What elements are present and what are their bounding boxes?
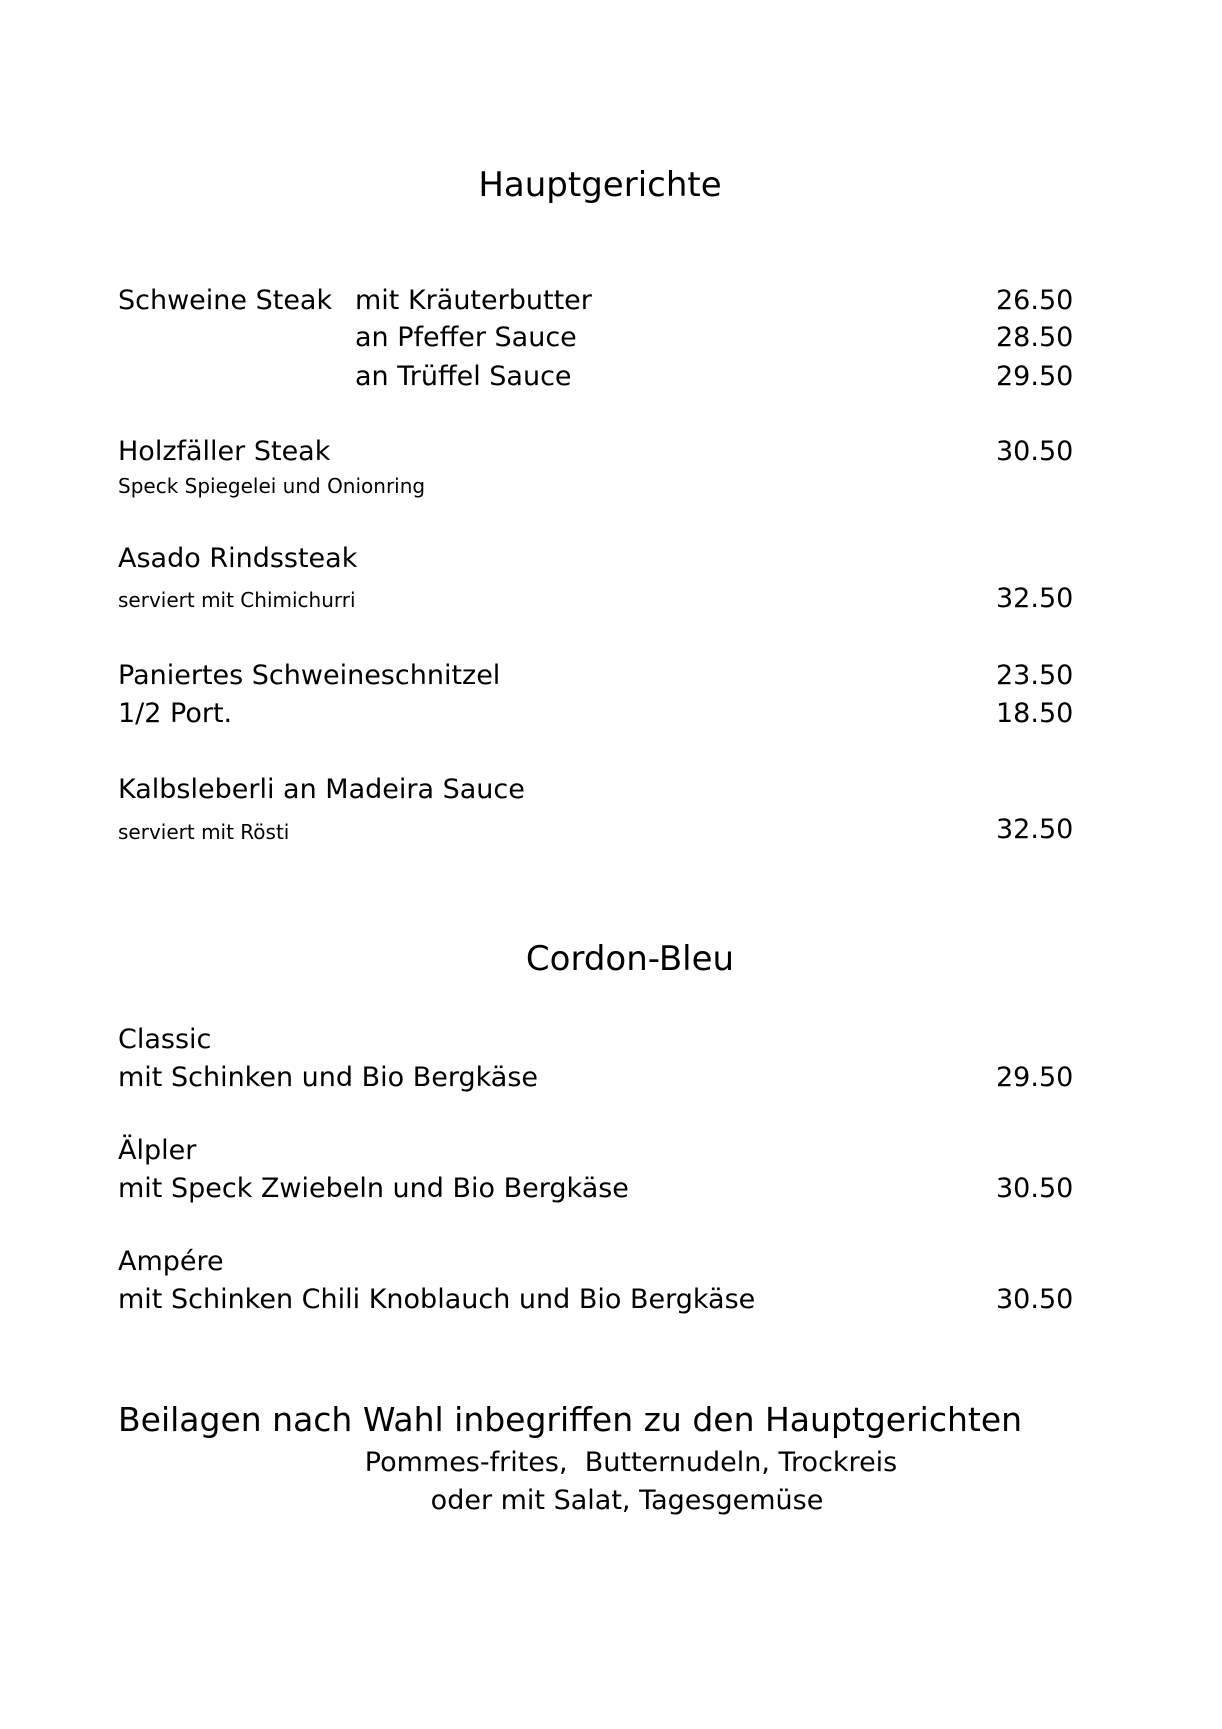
dish-price: 30.50 [996,436,1074,467]
dish-price: 23.50 [996,660,1074,691]
dish-description: Speck Spiegelei und Onionring [118,474,426,498]
dish-name-aelpler: Älpler [118,1135,197,1166]
dish-description: mit Speck Zwiebeln und Bio Bergkäse [118,1173,629,1204]
dish-price: 32.50 [996,814,1074,845]
dish-name-classic: Classic [118,1024,212,1055]
dish-description: serviert mit Rösti [118,820,290,844]
dish-price: 30.50 [996,1284,1074,1315]
dish-name-schweineschnitzel: Paniertes Schweineschnitzel [118,660,501,691]
option-label: an Pfeffer Sauce [355,322,577,353]
sides-line-2: oder mit Salat, Tagesgemüse [430,1485,824,1516]
option-label: an Trüffel Sauce [355,361,572,392]
dish-name-schweine-steak: Schweine Steak [118,285,333,316]
section-title-cordon-bleu: Cordon-Bleu [525,939,735,979]
dish-name-ampere: Ampére [118,1246,224,1277]
half-portion-label: 1/2 Port. [118,698,233,729]
dish-description: serviert mit Chimichurri [118,588,356,612]
option-price: 28.50 [996,322,1074,353]
half-portion-price: 18.50 [996,698,1074,729]
dish-name-asado-rindssteak: Asado Rindssteak [118,543,358,574]
sides-line-1: Pommes-frites, Butternudeln, Trockreis [364,1447,898,1478]
dish-name-kalbsleberli: Kalbsleberli an Madeira Sauce [118,774,525,805]
dish-price: 29.50 [996,1062,1074,1093]
option-price: 29.50 [996,361,1074,392]
option-price: 26.50 [996,285,1074,316]
option-label: mit Kräuterbutter [355,285,592,316]
dish-description: mit Schinken und Bio Bergkäse [118,1062,539,1093]
dish-price: 32.50 [996,583,1074,614]
section-title-hauptgerichte: Hauptgerichte [478,165,722,205]
dish-price: 30.50 [996,1173,1074,1204]
dish-description: mit Schinken Chili Knoblauch und Bio Bergkäse [118,1284,756,1315]
dish-name-holzfaeller-steak: Holzfäller Steak [118,436,331,467]
sides-title: Beilagen nach Wahl inbegriffen zu den Hauptgerichten [118,1400,1023,1439]
